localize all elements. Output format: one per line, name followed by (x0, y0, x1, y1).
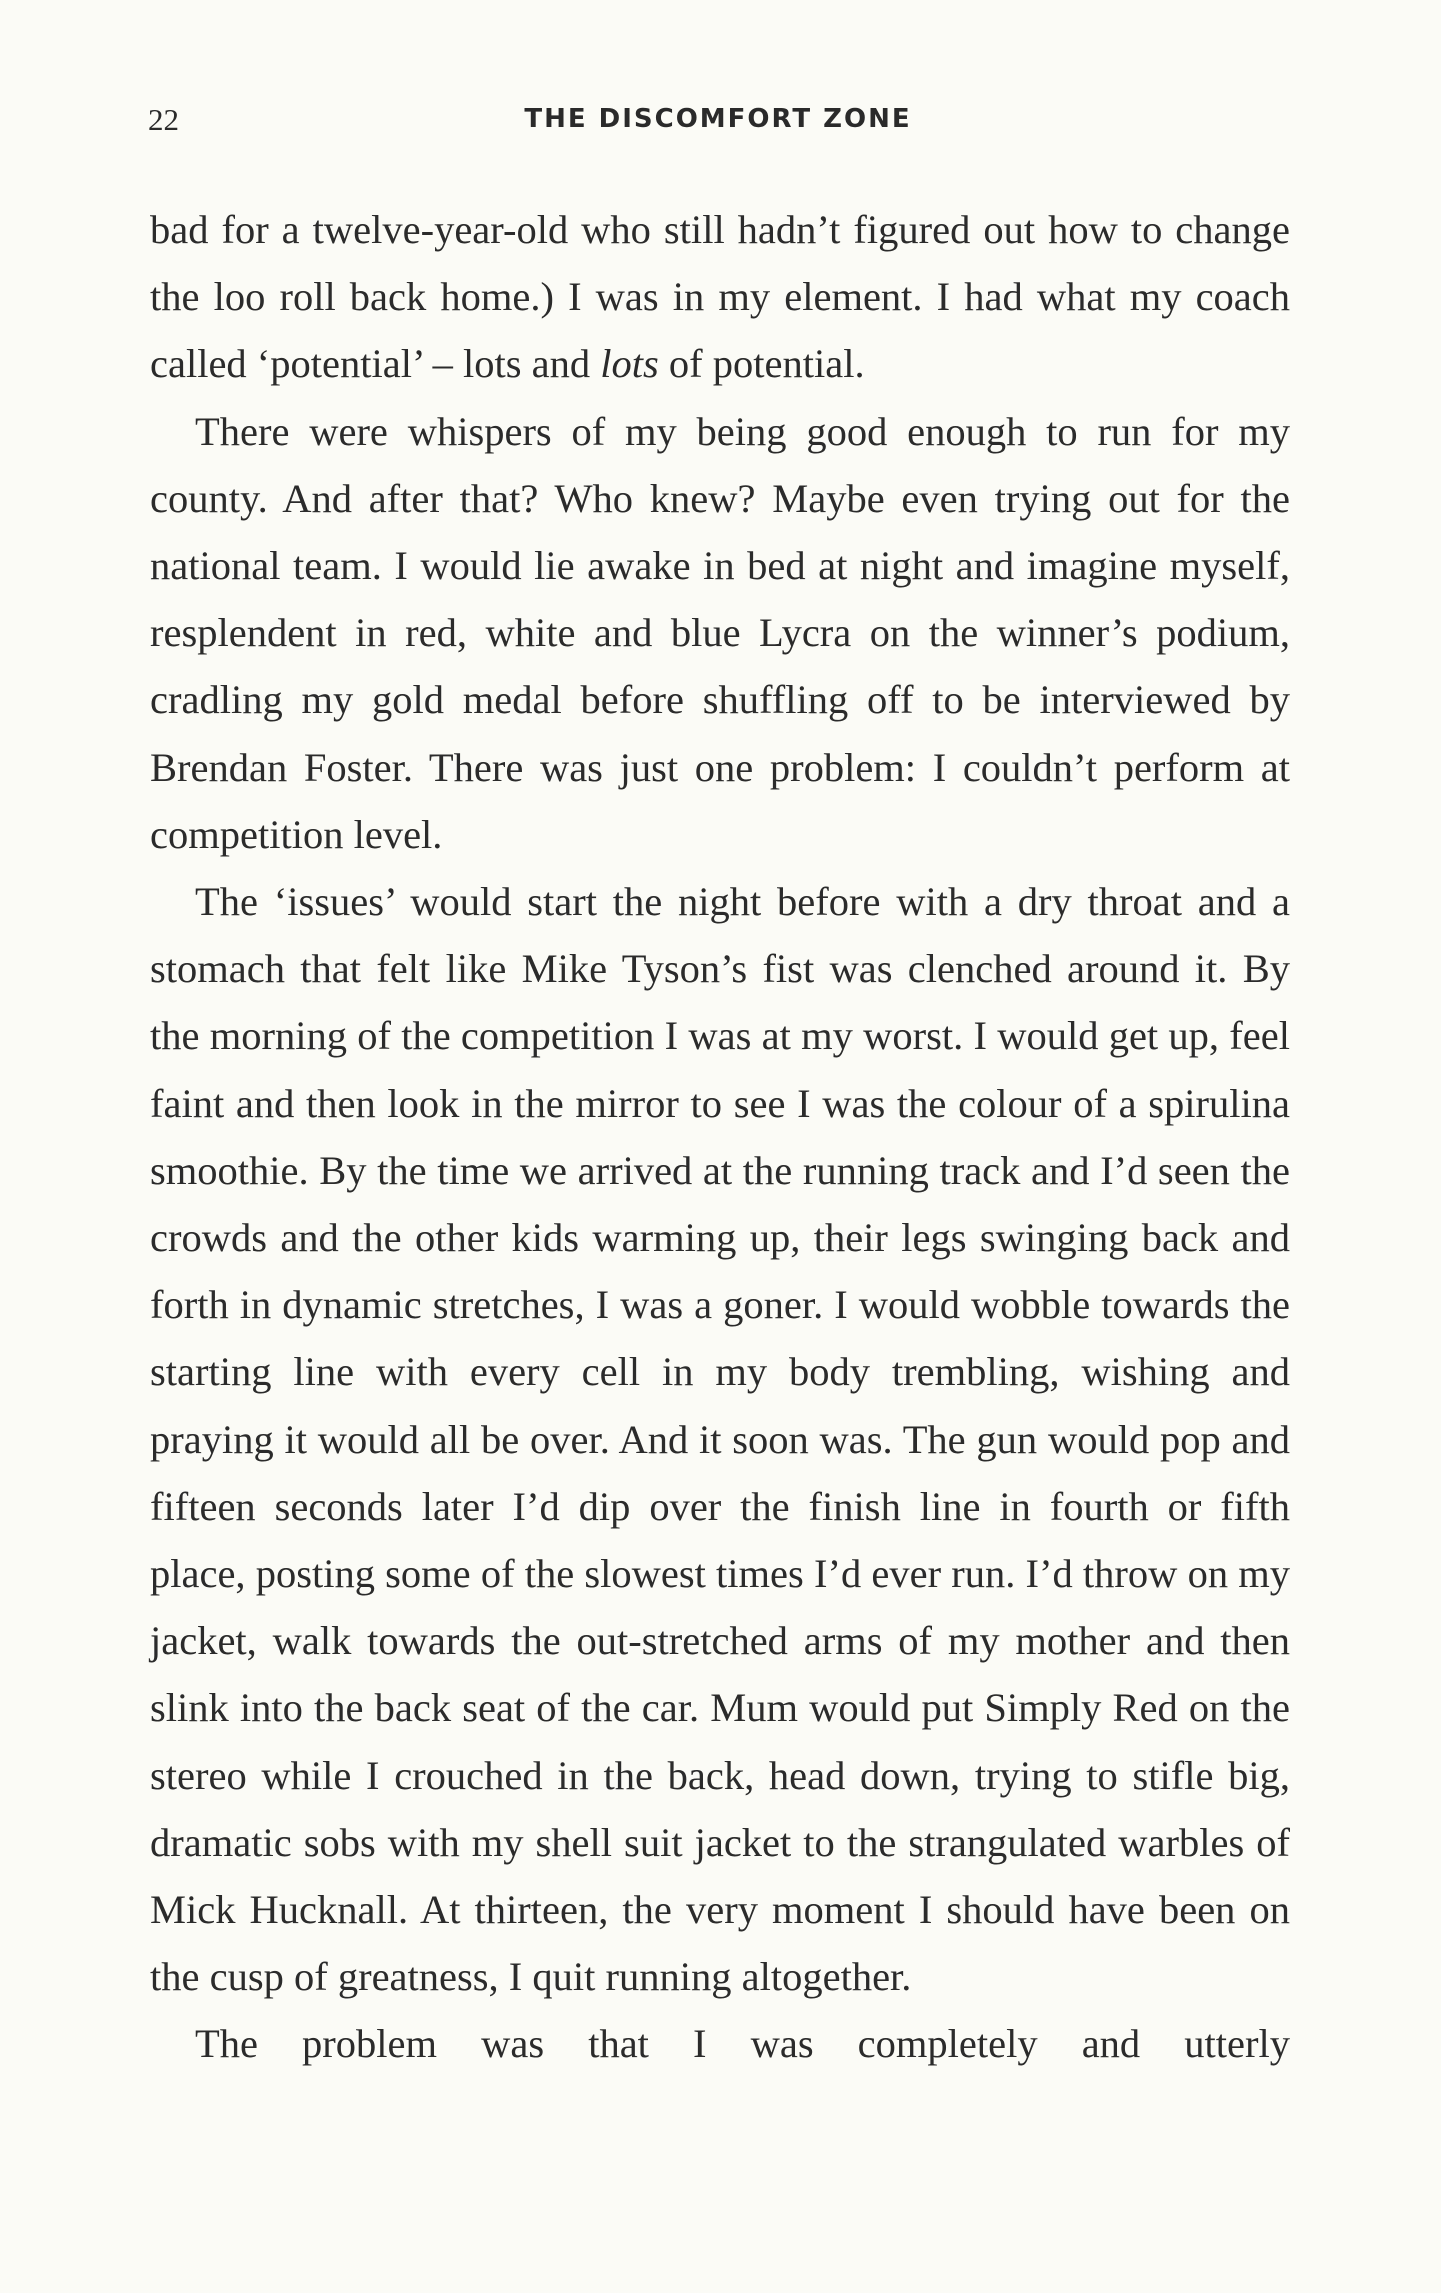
paragraph: There were whispers of my being good enough to run for my county. And after that? Who knew? Maybe even trying out for the national team. I would lie awake in bed at night and imagine myself, resplendent in red, white and blue Lycra on the winner’s podium, cradling my gold medal before shuffling off to be interviewed by Brendan Foster. There was just one problem: I couldn’t perform at competition level. (150, 408, 1290, 857)
body-text (150, 196, 1290, 2078)
paragraph: The problem was that I was completely and utterly (195, 2021, 1290, 2067)
page-header (148, 102, 1288, 152)
paragraph-text: bad for a twelve-year-old who still hadn’t figured out how to change the loo roll back home.) I was in my element. I had what my coach called ‘potential’ – lots and (150, 207, 1290, 387)
paragraph-text: of potential. (658, 341, 865, 387)
running-head: THE DISCOMFORT ZONE (524, 104, 912, 134)
paragraph: The ‘issues’ would start the night before with a dry throat and a stomach that felt like Mike Tyson’s fist was clenched around it. By the morning of the competition I was at my worst. I would get up, feel faint and then look in the mirror to see I was the colour of a spirulina smoothie. By the time we arrived at the running track and I’d seen the crowds and the other kids warming up, their legs swinging back and forth in dynamic stretches, I was a goner. I would wobble towards the starting line with every cell in my body trembling, wishing and praying it would all be over. And it soon was. The gun would pop and fifteen seconds later I’d dip over the finish line in fourth or fifth place, posting some of the slowest times I’d ever run. I’d throw on my jacket, walk towards the out-stretched arms of my mother and then slink into the back seat of the car. Mum would put Simply Red on the stereo while I crouched in the back, head down, trying to stifle big, dramatic sobs with my shell suit jacket to the strangulated warbles of Mick Hucknall. At thirteen, the very moment I should have been on the cusp of greatness, I quit running altogether. (150, 879, 1290, 2000)
emphasis-text: lots (600, 341, 659, 387)
paragraph (150, 196, 1290, 398)
page-number: 22 (148, 102, 179, 137)
